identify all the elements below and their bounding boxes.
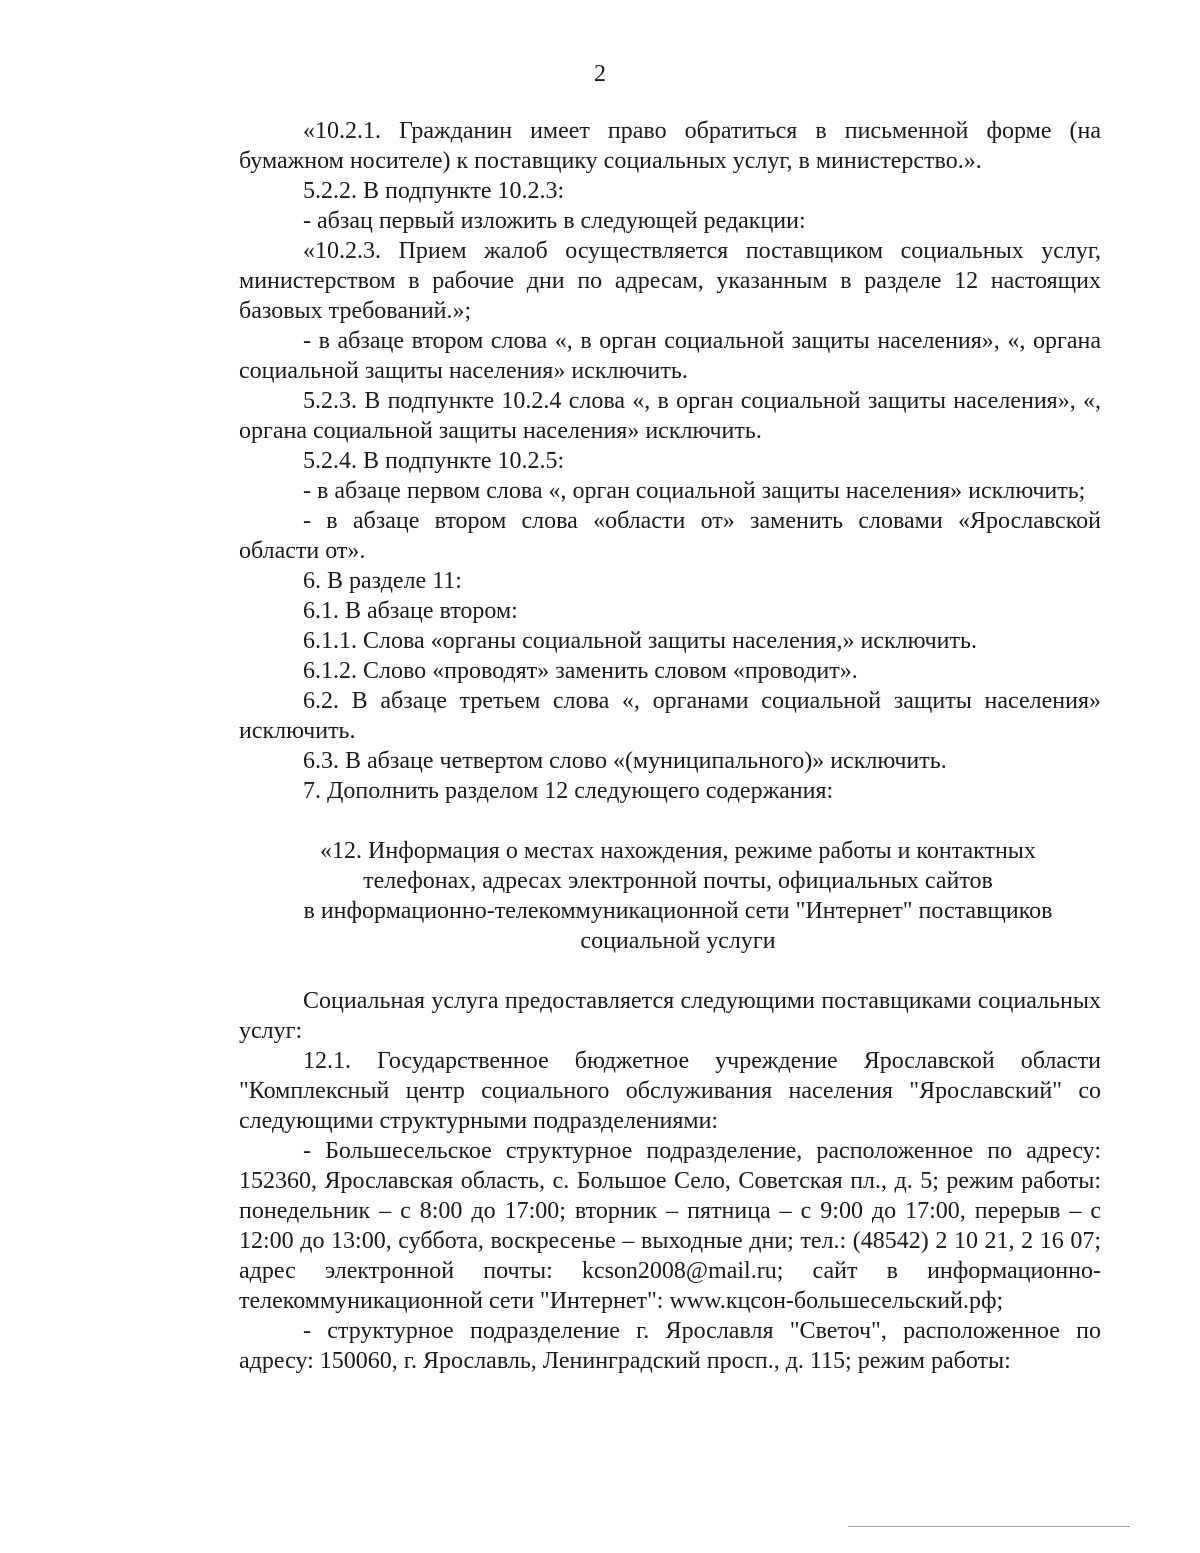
paragraph: 12.1. Государственное бюджетное учреждение Ярославской области "Комплексный центр социального обслуживания населения "Ярославский" со следующими структурными подразделениями: [239,1048,1101,1134]
paragraph: Социальная услуга предоставляется следующими поставщиками социальных услуг: [239,988,1101,1044]
section-heading-line: телефонах, адресах электронной почты, официальных сайтов [363,868,993,894]
section-heading [239,836,1101,956]
paragraph: 7. Дополнить разделом 12 следующего содержания: [303,778,834,804]
paragraph: - в абзаце первом слова «, орган социальной защиты населения» исключить; [303,478,1086,504]
paragraph: «10.2.1. Гражданин имеет право обратиться в письменной форме (на бумажном носителе) к поставщику социальных услуг, в министерство.». [239,118,1101,174]
page-number: 2 [594,61,606,87]
paragraph: 6.1.1. Слова «органы социальной защиты населения,» исключить. [303,628,977,654]
paragraph: 5.2.3. В подпункте 10.2.4 слова «, в орган социальной защиты населения», «, органа социальной защиты населения» исключить. [239,388,1101,444]
paragraph: 6.3. В абзаце четвертом слово «(муниципального)» исключить. [303,748,947,774]
section-heading-line: «12. Информация о местах нахождения, режиме работы и контактных [320,838,1036,864]
paragraph: «10.2.3. Прием жалоб осуществляется поставщиком социальных услуг, министерством в рабочие дни по адресам, указанным в разделе 12 настоящих базовых требований.»; [239,238,1101,324]
footer-divider [848,1526,1130,1527]
document-body [239,116,1101,1376]
paragraph: 5.2.4. В подпункте 10.2.5: [303,448,565,474]
paragraph: - структурное подразделение г. Ярославля "Светоч", расположенное по адресу: 150060, г. Ярославль, Ленинградский просп., д. 115; режим работы: [239,1318,1101,1374]
section-heading-line: социальной услуги [580,928,776,954]
paragraph: 5.2.2. В подпункте 10.2.3: [303,178,565,204]
paragraph: - в абзаце втором слова «области от» заменить словами «Ярославской области от». [239,508,1101,564]
paragraph: - в абзаце втором слова «, в орган социальной защиты населения», «, органа социальной защиты населения» исключить. [239,328,1101,384]
paragraph: - абзац первый изложить в следующей редакции: [303,208,806,234]
paragraph: - Большесельское структурное подразделение, расположенное по адресу: 152360, Ярославская область, с. Большое Село, Советская пл., д. 5; режим работы: понедельник – с 8:00 до 17:00; вторник – пятница – с 9:00 до 17:00, перерыв – с 12:00 до 13:00, суббота, воскресенье – выходные дни; тел.: (48542) 2 10 21, 2 16 07; адрес электронной почты: kcson2008@mail.ru; сайт в информационно-телекоммуникационной сети "Интернет": www.кцсон-большесельский.рф; [239,1138,1101,1314]
paragraph: 6.1.2. Слово «проводят» заменить словом «проводит». [303,658,858,684]
paragraph: 6.2. В абзаце третьем слова «, органами социальной защиты населения» исключить. [239,688,1101,744]
paragraph: 6.1. В абзаце втором: [303,598,518,624]
section-heading-line: в информационно-телекоммуникационной сети "Интернет" поставщиков [303,898,1053,924]
paragraph: 6. В разделе 11: [303,568,462,594]
